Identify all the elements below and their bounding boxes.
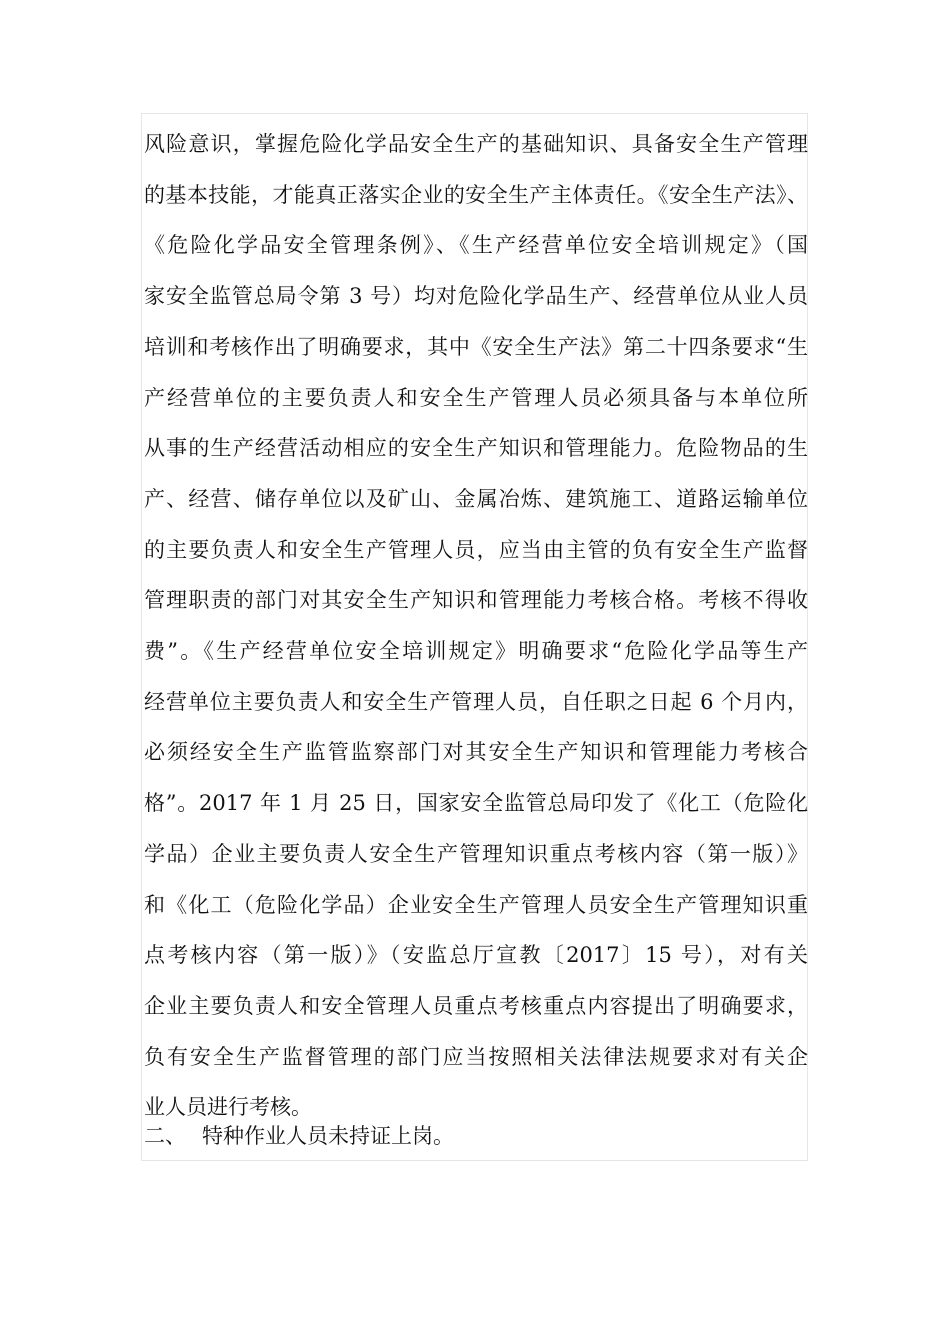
body-paragraph xyxy=(144,119,808,1133)
paragraph-line: 经营单位主要负责人和安全生产管理人员，自任职之日起 6 个月内， xyxy=(144,689,808,714)
paragraph-line: 必须经安全生产监管监察部门对其安全生产知识和管理能力考核合 xyxy=(144,740,808,765)
paragraph-line: 从事的生产经营活动相应的安全生产知识和管理能力。危险物品的生 xyxy=(144,436,808,461)
paragraph-line: 企业主要负责人和安全管理人员重点考核重点内容提出了明确要求， xyxy=(144,993,808,1018)
paragraph-line: 格”。2017 年 1 月 25 日，国家安全监管总局印发了《化工（危险化 xyxy=(144,791,808,816)
section-title: 特种作业人员未持证上岗。 xyxy=(202,1124,454,1148)
paragraph-line: 的主要负责人和安全生产管理人员，应当由主管的负有安全生产监督 xyxy=(144,537,808,562)
paragraph-line: 和《化工（危险化学品）企业安全生产管理人员安全生产管理知识重 xyxy=(144,892,808,917)
paragraph-line: 风险意识，掌握危险化学品安全生产的基础知识、具备安全生产管理 xyxy=(144,132,808,156)
paragraph-line: 家安全监管总局令第 3 号）均对危险化学品生产、经营单位从业人员 xyxy=(144,284,808,309)
paragraph-line: 业人员进行考核。 xyxy=(144,1095,312,1120)
paragraph-line: 点考核内容（第一版）》（安监总厅宣教〔2017〕15 号），对有关 xyxy=(144,943,808,968)
section-number: 二、 xyxy=(144,1124,186,1148)
paragraph-line: 《危险化学品安全管理条例》、《生产经营单位安全培训规定》（国 xyxy=(144,233,808,258)
paragraph-line: 费”。《生产经营单位安全培训规定》明确要求“危险化学品等生产 xyxy=(144,639,808,664)
section-heading xyxy=(144,1111,454,1161)
paragraph-line: 管理职责的部门对其安全生产知识和管理能力考核合格。考核不得收 xyxy=(144,588,808,613)
paragraph-line: 的基本技能，才能真正落实企业的安全生产主体责任。《安全生产法》、 xyxy=(144,182,808,207)
paragraph-line: 培训和考核作出了明确要求，其中《安全生产法》第二十四条要求“生 xyxy=(144,334,808,359)
paragraph-line: 产经营单位的主要负责人和安全生产管理人员必须具备与本单位所 xyxy=(144,385,808,410)
paragraph-line: 产、经营、储存单位以及矿山、金属冶炼、建筑施工、道路运输单位 xyxy=(144,486,808,511)
paragraph-line: 负有安全生产监督管理的部门应当按照相关法律法规要求对有关企 xyxy=(144,1044,808,1069)
paragraph-line: 学品）企业主要负责人安全生产管理知识重点考核内容（第一版）》 xyxy=(144,841,808,866)
